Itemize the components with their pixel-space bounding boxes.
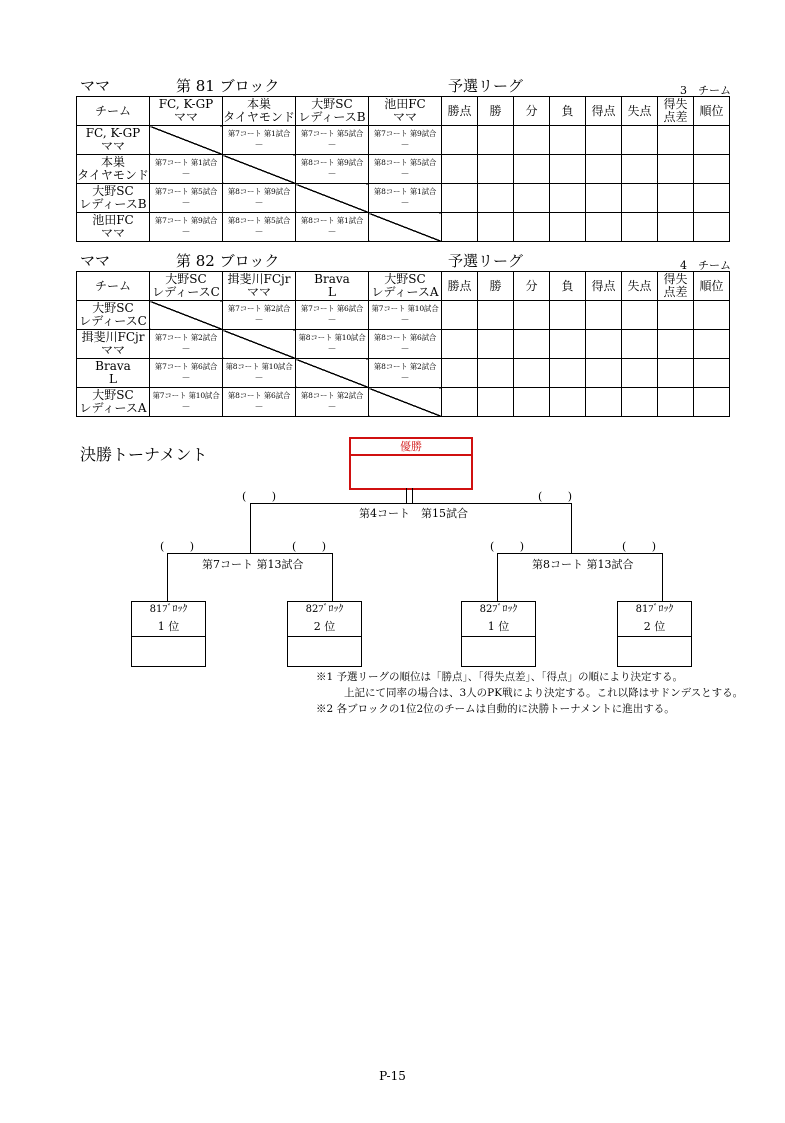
stat-cell (586, 213, 622, 242)
self-match-cell (150, 126, 223, 155)
stat-cell (550, 388, 586, 417)
seed-divider (132, 636, 205, 637)
stat-header: 負 (550, 97, 586, 126)
stat-cell (586, 155, 622, 184)
score-paren: ( ) (490, 540, 525, 553)
block-81-team-row (77, 184, 730, 213)
match-cell: 第7コート 第5試合 － (150, 184, 223, 213)
semi-right-drop (497, 553, 498, 601)
stat-header: 勝点 (442, 272, 478, 301)
match-cell: 第8コート 第6試合 － (223, 388, 296, 417)
stat-cell (514, 213, 550, 242)
stat-header: 得点 (586, 97, 622, 126)
stat-cell (622, 213, 658, 242)
stat-cell (694, 126, 730, 155)
note-text: 上記にて同率の場合は、3人のPK戦により決定する。これ以降はサドンデスとする。 (344, 687, 744, 699)
stat-cell (478, 213, 514, 242)
tournament-title: 決勝トーナメント (80, 445, 208, 464)
stat-cell (442, 126, 478, 155)
block-81-league-label: 予選リーグ (448, 77, 524, 95)
team-name-cell: 大野SC レディースB (77, 184, 150, 213)
self-match-cell (150, 301, 223, 330)
stat-cell (514, 388, 550, 417)
final-connector (406, 488, 407, 503)
block-82-team-count-unit: チーム (698, 259, 731, 272)
score-paren: ( ) (160, 540, 195, 553)
match-cell: 第7コート 第6試合 － (150, 359, 223, 388)
stat-cell (658, 388, 694, 417)
match-cell: 第8コート 第10試合 － (223, 359, 296, 388)
stat-cell (550, 301, 586, 330)
stat-cell (478, 301, 514, 330)
stat-cell (658, 184, 694, 213)
stat-cell (442, 155, 478, 184)
block-82-category: ママ (80, 252, 111, 270)
seed-divider (618, 636, 691, 637)
block-81-team-row (77, 213, 730, 242)
block-81-team-count-unit: チーム (698, 84, 731, 97)
block-82-team-row (77, 388, 730, 417)
block-82-team-row (77, 330, 730, 359)
block-82-team-row (77, 301, 730, 330)
score-paren: ( ) (622, 540, 657, 553)
stat-header: 勝 (478, 97, 514, 126)
stat-cell (694, 359, 730, 388)
stat-cell (694, 330, 730, 359)
block-82-league-label: 予選リーグ (448, 252, 524, 270)
stat-cell (658, 126, 694, 155)
semi-left-match-label: 第7コート 第13試合 (202, 558, 304, 571)
stat-header: 分 (514, 97, 550, 126)
score-paren: ( ) (292, 540, 327, 553)
semi-right-drop (662, 553, 663, 601)
match-cell: 第7コート 第1試合 － (150, 155, 223, 184)
stat-cell (478, 359, 514, 388)
stat-header: 得点 (586, 272, 622, 301)
note-text: 予選リーグの順位は「勝点」、「得失点差」、「得点」の順により決定する。 (336, 671, 684, 683)
team-col-header: 大野SC レディースB (296, 97, 369, 126)
final-bracket-line (250, 503, 572, 504)
note-text: 各ブロックの1位2位のチームは自動的に決勝トーナメントに進出する。 (336, 703, 675, 715)
note-mark: ※2 (316, 703, 334, 715)
stat-cell (622, 184, 658, 213)
stat-header-diff: 得失 点差 (658, 97, 694, 126)
block-81-category: ママ (80, 77, 111, 95)
block-81-title: 第 81 ブロック (176, 77, 280, 95)
match-cell: 第7コート 第2試合 － (150, 330, 223, 359)
stat-cell (622, 126, 658, 155)
stat-cell (586, 126, 622, 155)
stat-cell (478, 184, 514, 213)
stat-cell (514, 184, 550, 213)
stat-cell (658, 330, 694, 359)
stat-cell (622, 301, 658, 330)
stat-cell (586, 330, 622, 359)
block-81-league-table (76, 96, 730, 242)
self-match-cell (369, 213, 442, 242)
stat-cell (550, 213, 586, 242)
semi-left-drop (332, 553, 333, 601)
match-cell: 第8コート 第1試合 － (296, 213, 369, 242)
team-col-header: FC, K-GP ママ (150, 97, 223, 126)
match-cell: 第8コート 第9試合 － (223, 184, 296, 213)
stat-cell (442, 330, 478, 359)
stat-cell (694, 184, 730, 213)
stat-cell (514, 301, 550, 330)
seed-block-label: 82ﾌﾞﾛｯｸ (305, 604, 344, 615)
stat-cell (586, 301, 622, 330)
match-cell: 第8コート 第2試合 － (369, 359, 442, 388)
stat-cell (550, 184, 586, 213)
team-col-header: 大野SC レディースA (369, 272, 442, 301)
match-cell: 第7コート 第5試合 － (296, 126, 369, 155)
match-cell: 第7コート 第9試合 － (150, 213, 223, 242)
stat-header: 順位 (694, 272, 730, 301)
stat-cell (550, 155, 586, 184)
stat-cell (622, 388, 658, 417)
note-mark: ※1 (316, 671, 334, 683)
match-cell: 第8コート 第9試合 － (296, 155, 369, 184)
block-81-team-count-num: 3 (680, 84, 687, 97)
self-match-cell (296, 359, 369, 388)
team-header-cell: チーム (77, 272, 150, 301)
block-81-header-row (77, 97, 730, 126)
stat-cell (658, 213, 694, 242)
stat-header: 失点 (622, 272, 658, 301)
match-cell: 第7コート 第9試合 － (369, 126, 442, 155)
seed-rank-label: 2 位 (313, 620, 336, 633)
team-header-cell: チーム (77, 97, 150, 126)
stat-cell (694, 388, 730, 417)
seed-box (461, 601, 536, 667)
stat-cell (622, 155, 658, 184)
block-82-team-count-num: 4 (680, 259, 687, 272)
stat-cell (514, 330, 550, 359)
match-cell: 第7コート 第1試合 － (223, 126, 296, 155)
winner-box (349, 437, 473, 490)
score-paren: ( ) (242, 490, 277, 503)
team-col-header: 池田FC ママ (369, 97, 442, 126)
stat-header: 勝点 (442, 97, 478, 126)
stat-cell (586, 359, 622, 388)
team-name-cell: 大野SC レディースC (77, 301, 150, 330)
match-cell: 第7コート 第6試合 － (296, 301, 369, 330)
team-name-cell: 池田FC ママ (77, 213, 150, 242)
score-paren: ( ) (538, 490, 573, 503)
stat-header: 負 (550, 272, 586, 301)
seed-rank-label: 1 位 (157, 620, 180, 633)
winner-label: 優勝 (351, 439, 471, 456)
match-cell: 第8コート 第6試合 － (369, 330, 442, 359)
stat-cell (694, 213, 730, 242)
team-name-cell: FC, K-GP ママ (77, 126, 150, 155)
stat-cell (550, 126, 586, 155)
stat-cell (442, 388, 478, 417)
note-1-continued (344, 686, 743, 700)
match-cell: 第7コート 第10試合 － (150, 388, 223, 417)
block-81-team-row (77, 155, 730, 184)
match-cell: 第8コート 第2試合 － (296, 388, 369, 417)
self-match-cell (369, 388, 442, 417)
team-col-header: 本巣 タイヤモンド (223, 97, 295, 124)
stat-cell (550, 330, 586, 359)
seed-block-label: 81ﾌﾞﾛｯｸ (635, 604, 674, 615)
seed-box (617, 601, 692, 667)
match-cell: 第8コート 第5試合 － (369, 155, 442, 184)
team-col-header: 揖斐川FCjr ママ (223, 272, 296, 301)
team-col-header: 大野SC レディースC (150, 272, 223, 301)
seed-block-label: 82ﾌﾞﾛｯｸ (479, 604, 518, 615)
final-match-label: 第4コート 第15試合 (359, 507, 468, 520)
stat-cell (658, 301, 694, 330)
stat-cell (478, 155, 514, 184)
stat-cell (514, 359, 550, 388)
block-82-league-table (76, 271, 730, 417)
stat-header: 勝 (478, 272, 514, 301)
stat-cell (550, 359, 586, 388)
team-col-header: Brava L (296, 272, 369, 301)
seed-block-label: 81ﾌﾞﾛｯｸ (149, 604, 188, 615)
seed-divider (288, 636, 361, 637)
final-connector (412, 488, 413, 503)
stat-header: 順位 (694, 97, 730, 126)
stat-header: 分 (514, 272, 550, 301)
team-name-cell: 揖斐川FCjr ママ (77, 330, 150, 359)
self-match-cell (296, 184, 369, 213)
note-2 (316, 702, 675, 716)
page-number: P-15 (379, 1069, 406, 1083)
stat-header: 失点 (622, 97, 658, 126)
match-cell: 第8コート 第5試合 － (223, 213, 296, 242)
stat-cell (586, 388, 622, 417)
seed-rank-label: 1 位 (487, 620, 510, 633)
stat-header-diff: 得失 点差 (658, 272, 694, 301)
final-right-drop (571, 503, 572, 553)
semi-left-drop (167, 553, 168, 601)
final-left-drop (250, 503, 251, 553)
match-cell: 第7コート 第2試合 － (223, 301, 296, 330)
self-match-cell (223, 330, 296, 359)
block-82-title: 第 82 ブロック (176, 252, 280, 270)
seed-rank-label: 2 位 (643, 620, 666, 633)
seed-box (287, 601, 362, 667)
stat-cell (514, 155, 550, 184)
team-name-cell: Brava L (77, 359, 150, 388)
team-name-cell: 大野SC レディースA (77, 388, 150, 417)
seed-box (131, 601, 206, 667)
block-81-team-row (77, 126, 730, 155)
self-match-cell (223, 155, 296, 184)
stat-cell (478, 330, 514, 359)
stat-cell (478, 388, 514, 417)
stat-cell (514, 126, 550, 155)
stat-cell (622, 359, 658, 388)
match-cell: 第8コート 第10試合 － (296, 330, 369, 359)
match-cell: 第8コート 第1試合 － (369, 184, 442, 213)
block-82-header-row (77, 272, 730, 301)
note-1 (316, 670, 683, 684)
stat-cell (658, 155, 694, 184)
stat-cell (658, 359, 694, 388)
stat-cell (442, 359, 478, 388)
seed-divider (462, 636, 535, 637)
stat-cell (478, 126, 514, 155)
stat-cell (694, 155, 730, 184)
stat-cell (622, 330, 658, 359)
stat-cell (442, 184, 478, 213)
semi-right-match-label: 第8コート 第13試合 (532, 558, 634, 571)
stat-cell (694, 301, 730, 330)
block-82-team-row (77, 359, 730, 388)
stat-cell (586, 184, 622, 213)
team-name-cell: 本巣 タイヤモンド (77, 155, 149, 182)
match-cell: 第7コート 第10試合 － (369, 301, 442, 330)
stat-cell (442, 301, 478, 330)
stat-cell (442, 213, 478, 242)
